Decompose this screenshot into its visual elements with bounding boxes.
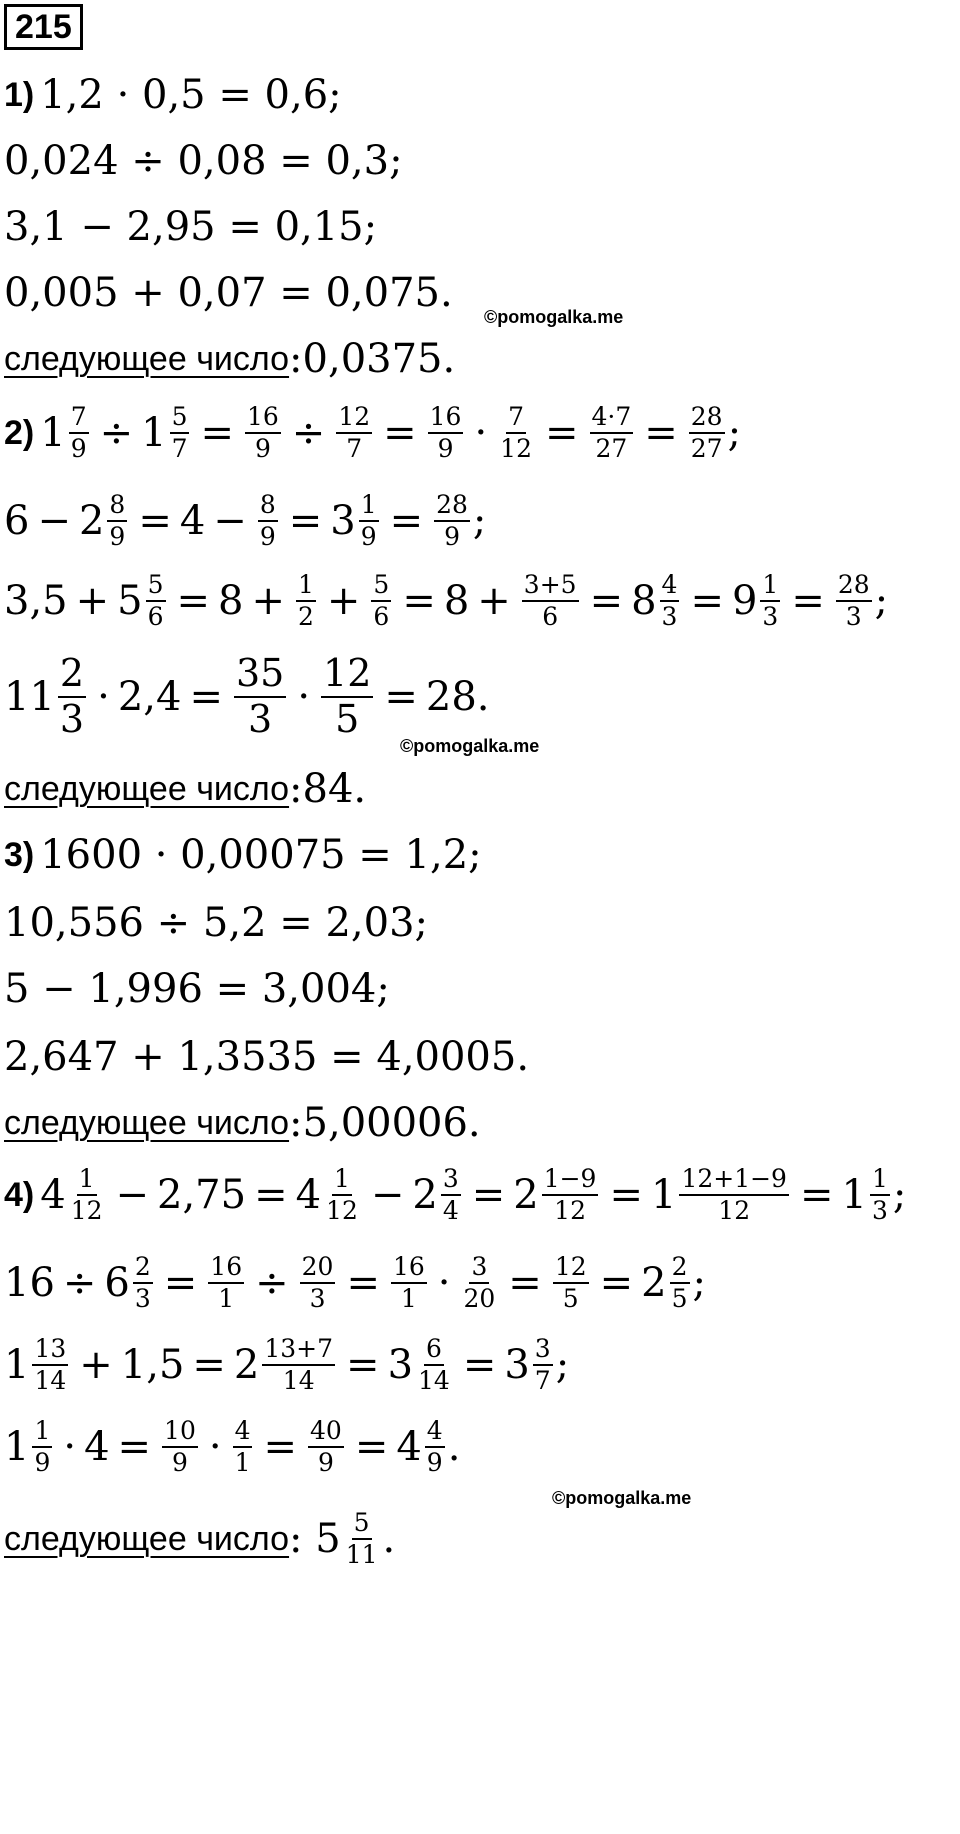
s1-answer-line (4, 336, 455, 382)
problem-number: 215 (4, 4, 83, 50)
s1-line-4 (4, 270, 453, 316)
watermark-3: ©pomogalka.me (552, 1488, 692, 1508)
s2-answer-line (4, 766, 366, 812)
s3-eq-1: 1600 · 0,00075 = 1,2; (40, 832, 482, 878)
s1-eq-1: 1,2 · 0,5 = 0,6; (40, 72, 342, 118)
s4-number: 4) (4, 1175, 35, 1214)
s2-number: 2) (4, 413, 35, 452)
s4-label: следующее число (4, 1519, 290, 1558)
s1-label: следующее число (4, 339, 290, 378)
s2-answer: :84. (289, 766, 367, 812)
s2-line-3: 3,5 + 5 $\frac{5}{6}$ = 8 + $\frac{1}{2}$ + $\frac{5}{6}$ = 8 + $\frac{3+5}{6}$ = 8 $\frac{4}{3}$ = 9 $\frac{1}{3}$ = $\frac{28}{3}$ ; (4, 570, 889, 632)
s4-line-4: 1 $\frac{1}{9}$ · 4 = $\frac{10}{9}$ · $\frac{4}{1}$ = $\frac{40}{9}$ = 4 $\frac{4}{9}$ . (4, 1416, 461, 1478)
s1-answer: :0,0375. (289, 336, 456, 382)
s4-line-2: 16 ÷ 6 $\frac{2}{3}$ = $\frac{16}{1}$ ÷ $\frac{20}{3}$ = $\frac{16}{1}$ · $\frac{3}{20}$ = $\frac{12}{5}$ = 2 $\frac{2}{5}$ ; (4, 1252, 706, 1314)
s3-answer: :5,00006. (289, 1100, 481, 1146)
s3-line-3 (4, 966, 390, 1012)
s1-number: 1) (4, 75, 35, 114)
s3-label: следующее число (4, 1103, 290, 1142)
s3-line-2 (4, 900, 428, 946)
s1-line-3 (4, 204, 377, 250)
s1-line-2 (4, 138, 403, 184)
s1-eq-2: 0,024 ÷ 0,08 = 0,3; (4, 138, 403, 184)
s4-line-1: 4) 4 $\frac{1}{12}$ − 2,75 = 4 $\frac{1}{12}$ − 2 $\frac{3}{4}$ = 2 $\frac{1-9}{12}$ = 1 $\frac{12+1-9}{12}$ = 1 $\frac{1}{3}$ ; (4, 1164, 907, 1226)
s3-eq-4: 2,647 + 1,3535 = 4,0005. (4, 1034, 530, 1080)
s2-label: следующее число (4, 769, 290, 808)
s3-eq-2: 10,556 ÷ 5,2 = 2,03; (4, 900, 429, 946)
s3-number: 3) (4, 835, 35, 874)
s4-answer-line: следующее число : 5 $\frac{5}{11}$ . (4, 1508, 396, 1570)
s3-answer-line (4, 1100, 481, 1146)
s2-line-4: 11 $\frac{2}{3}$ · 2,4 = $\frac{35}{3}$ · $\frac{12}{5}$ = 28. (4, 651, 490, 741)
s3-eq-3: 5 − 1,996 = 3,004; (4, 966, 390, 1012)
s1-line-1 (4, 72, 342, 118)
s3-line-4 (4, 1034, 529, 1080)
s1-eq-3: 3,1 − 2,95 = 0,15; (4, 204, 378, 250)
s1-eq-4: 0,005 + 0,07 = 0,075. (4, 270, 453, 316)
s4-line-3: 1 $\frac{13}{14}$ + 1,5 = 2 $\frac{13+7}{14}$ = 3 $\frac{6}{14}$ = 3 $\frac{3}{7}$ ; (4, 1334, 570, 1396)
watermark-2: ©pomogalka.me (400, 736, 540, 756)
s2-line-1: 2) 1 $\frac{7}{9}$ ÷ 1 $\frac{5}{7}$ = $\frac{16}{9}$ ÷ $\frac{12}{7}$ = $\frac{16}{9}$ · $\frac{7}{12}$ = $\frac{4\cdot 7}{27}$ = $\frac{28}{27}$ ; (4, 402, 742, 464)
s2-line-2: 6 − 2 $\frac{8}{9}$ = 4 − $\frac{8}{9}$ = 3 $\frac{1}{9}$ = $\frac{28}{9}$ ; (4, 490, 487, 552)
s3-line-1 (4, 832, 482, 878)
watermark-1: ©pomogalka.me (484, 307, 624, 327)
s4-answer: : 5 (289, 1516, 341, 1563)
